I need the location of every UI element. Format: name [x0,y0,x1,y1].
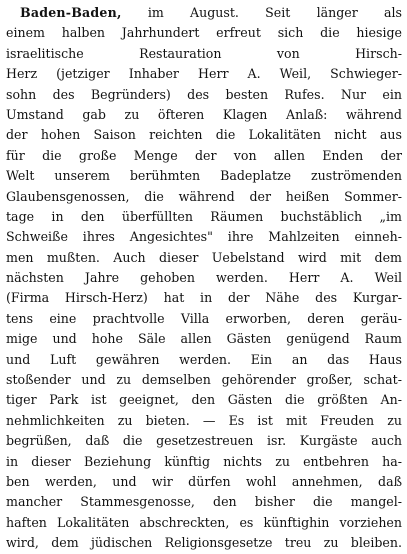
article-line-6: Umstand gab zu öfteren Klagen Anlaß: während [6,106,402,122]
article-line-24: ben werden, und wir dürfen wohl annehmen, daß [6,473,402,489]
article-line-17: mige und hohe Säle allen Gästen genügend Raum [6,331,402,347]
article-line-26: haften Lokalitäten abschreckten, es künftighin vorziehen [6,514,402,530]
article-line-14: nächsten Jahre gehoben werden. Herr A. Weil [6,270,402,286]
dateline-rest: im August. Seit länger als [121,5,402,20]
article-line-13: men mußten. Auch dieser Uebelstand wird mit dem [6,249,402,265]
article-line-8: für die große Menge der von allen Enden der [6,147,402,163]
article-line-7: der hohen Saison reichten die Lokalitäten nicht aus [6,127,402,143]
article-line-12: Schweiße ihres Angesichtes" ihre Mahlzeiten einneh- [6,229,402,245]
article-line-11: tage in den überfüllten Räumen buchstäblich „im [6,208,402,224]
article-line-15: (Firma Hirsch-Herz) hat in der Nähe des Kurgar- [6,290,402,306]
article-line-21: nehmlichkeiten zu bieten. — Es ist mit Freuden zu [6,412,402,428]
article-line-16: tens eine prachtvolle Villa erworben, deren geräu- [6,310,402,326]
article-line-10: Glaubensgenossen, die während der heißen Sommer- [6,188,402,204]
article-line-5: sohn des Begründers) des besten Rufes. Nur ein [6,86,402,102]
article-line-18: und Luft gewähren werden. Ein an das Haus [6,351,402,367]
article-line-3: israelitische Restauration von Hirsch- [6,45,402,61]
article-line-23: in dieser Beziehung künftig nichts zu entbehren ha- [6,453,402,469]
article-line-20: tiger Park ist geeignet, den Gästen die größten An- [6,392,402,408]
article-line-2: einem halben Jahrhundert erfreut sich die hiesige [6,25,402,41]
article-line-9: Welt unserem berühmten Badeplatze zuströmenden [6,168,402,184]
article-line-4: Herz (jetziger Inhaber Herr A. Weil, Schwieger- [6,66,402,82]
article-line-19: stoßender und zu demselben gehörender großer, schat- [6,372,402,388]
article-line-27: wird, dem jüdischen Religionsgesetze treu zu bleiben. [6,535,402,551]
article-line-25: mancher Stammesgenosse, den bisher die mangel- [6,494,402,510]
article-line-1 [6,3,402,23]
dateline-place: Baden-Baden, [20,5,122,20]
article-line-22: begrüßen, daß die gesetzestreuen isr. Kurgäste auch [6,433,402,449]
